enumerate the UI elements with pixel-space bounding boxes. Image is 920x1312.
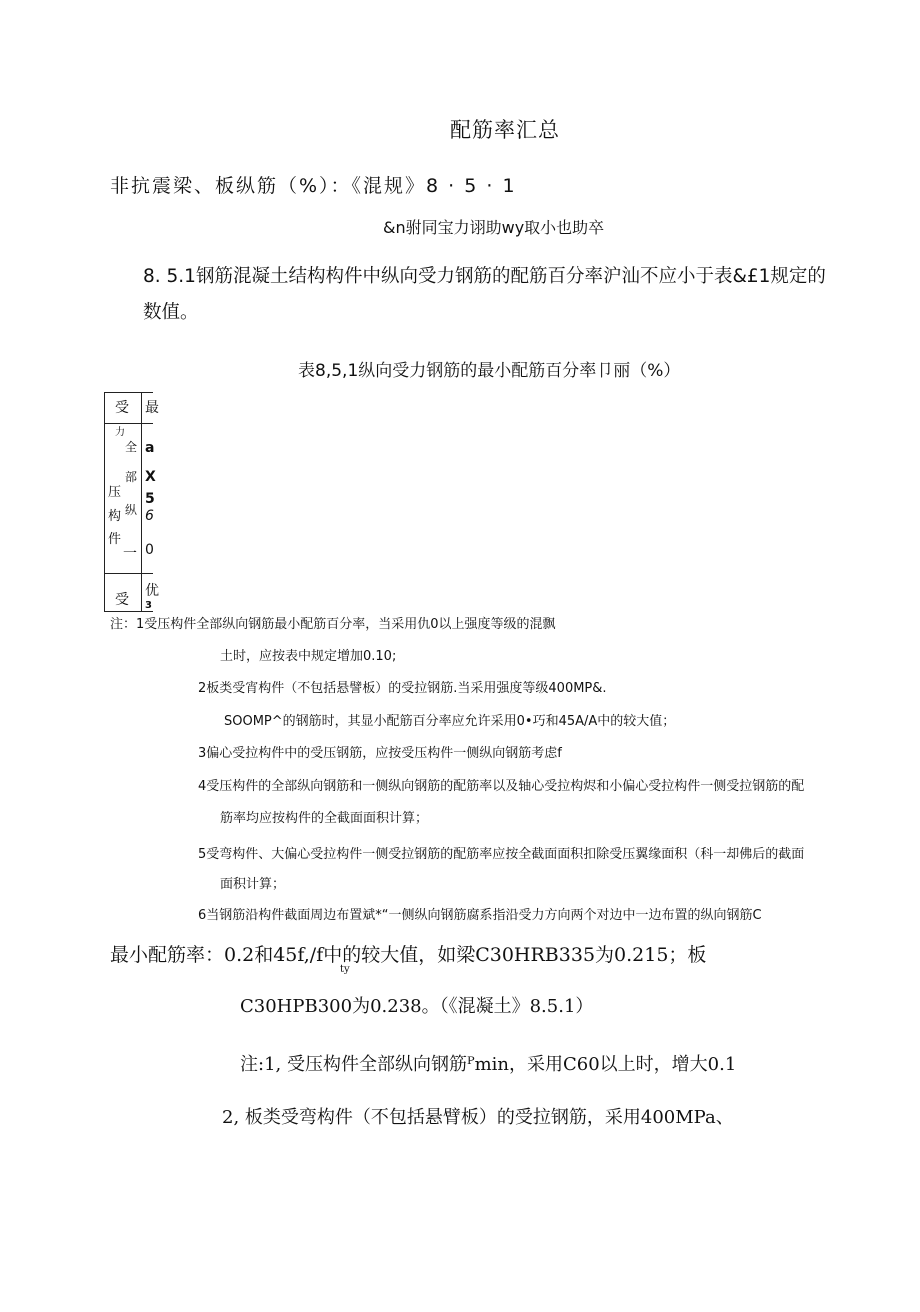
table-note: SOOMP^的钢筋时，其显小配筋百分率应允许采用0•巧和45A/A中的较大值；	[224, 714, 676, 729]
table-cell: 一	[123, 546, 137, 562]
min-ratio-line: 最小配筋率：0.2和45f,/f中的较大值，如梁C30HRB335为0.215；板	[110, 944, 707, 966]
table-cell: 受	[115, 592, 129, 608]
table-cell: 全	[125, 440, 138, 454]
table-cell: 压	[108, 485, 122, 500]
clause-paragraph: 8. 5.1钢筋混凝土结构构件中纵向受力钢筋的配筋百分率沪汕不应小于表&£1规定的	[143, 266, 826, 287]
table-cell: 0	[145, 542, 154, 558]
table-cell: 纵	[125, 503, 138, 517]
min-ratio-table	[104, 392, 159, 612]
subscript: ty	[340, 964, 350, 975]
table-cell: 件	[108, 532, 122, 547]
garbled-line: &n驸同宝力诩助wy取小也助卒	[383, 218, 605, 237]
table-cell: 最	[145, 400, 159, 416]
table-note: 3偏心受拉构件中的受压钢筋，应按受压构件一侧纵向钢筋考虑f	[198, 746, 562, 761]
table-note: 6当钢筋沿构件截面周边布置斌*“一侧纵向钢筋腐系指沿受力方向两个对边中一边布置的纵向钢筋C	[198, 908, 762, 923]
clause-paragraph-cont: 数值。	[143, 302, 199, 323]
table-cell: 部	[125, 470, 138, 484]
table-note: 4受压构件的全部纵向钢筋和一侧纵向钢筋的配筋率以及轴心受拉构烬和小偏心受拉构件一侧受拉钢筋的配	[198, 779, 805, 794]
page-title: 配筋率汇总	[450, 118, 560, 142]
summary-note-2: 2, 板类受弯构件（不包括悬臂板）的受拉钢筋，采用400MPa、	[222, 1107, 734, 1128]
summary-note-1: 注:1, 受压构件全部纵向钢筋ᴾmin，采用C60以上时，增大0.1	[240, 1054, 737, 1075]
table-cell: 力	[115, 427, 125, 438]
section-heading: 非抗震梁、板纵筋（%）：《混规》8 · 5 · 1	[110, 175, 517, 197]
table-note: 筋率均应按构件的全截面面积计算；	[220, 811, 429, 826]
table-note: 5受弯构件、大偏心受拉构件一侧受拉钢筋的配筋率应按全截面面积扣除受压翼缘面积（科一却佛后的截面	[198, 847, 805, 862]
table-cell: X	[145, 469, 156, 485]
table-cell: 6	[145, 508, 154, 524]
min-ratio-line-cont: C30HPB300为0.238。（《混凝土》8.5.1）	[240, 996, 594, 1017]
table-cell: a	[145, 440, 155, 456]
table-cell: 构	[108, 509, 122, 524]
table-caption: 表8,5,1纵向受力钢筋的最小配筋百分率卩丽（%）	[298, 361, 681, 381]
table-note: 面积计算；	[220, 877, 286, 892]
table-cell: 优	[145, 583, 159, 599]
table-note: 2板类受宵构件（不包括悬譬板）的受拉钢筋.当采用强度等级400MP&.	[198, 681, 607, 696]
table-note: 土时，应按表中规定增加0.10;	[220, 649, 397, 664]
table-note: 注：1受压构件全部纵向钢筋最小配筋百分率，当采用仇0以上强度等级的混飘	[110, 617, 556, 632]
table-cell: 3	[145, 600, 152, 611]
table-cell: 5	[145, 491, 155, 507]
table-cell: 受	[115, 400, 129, 416]
